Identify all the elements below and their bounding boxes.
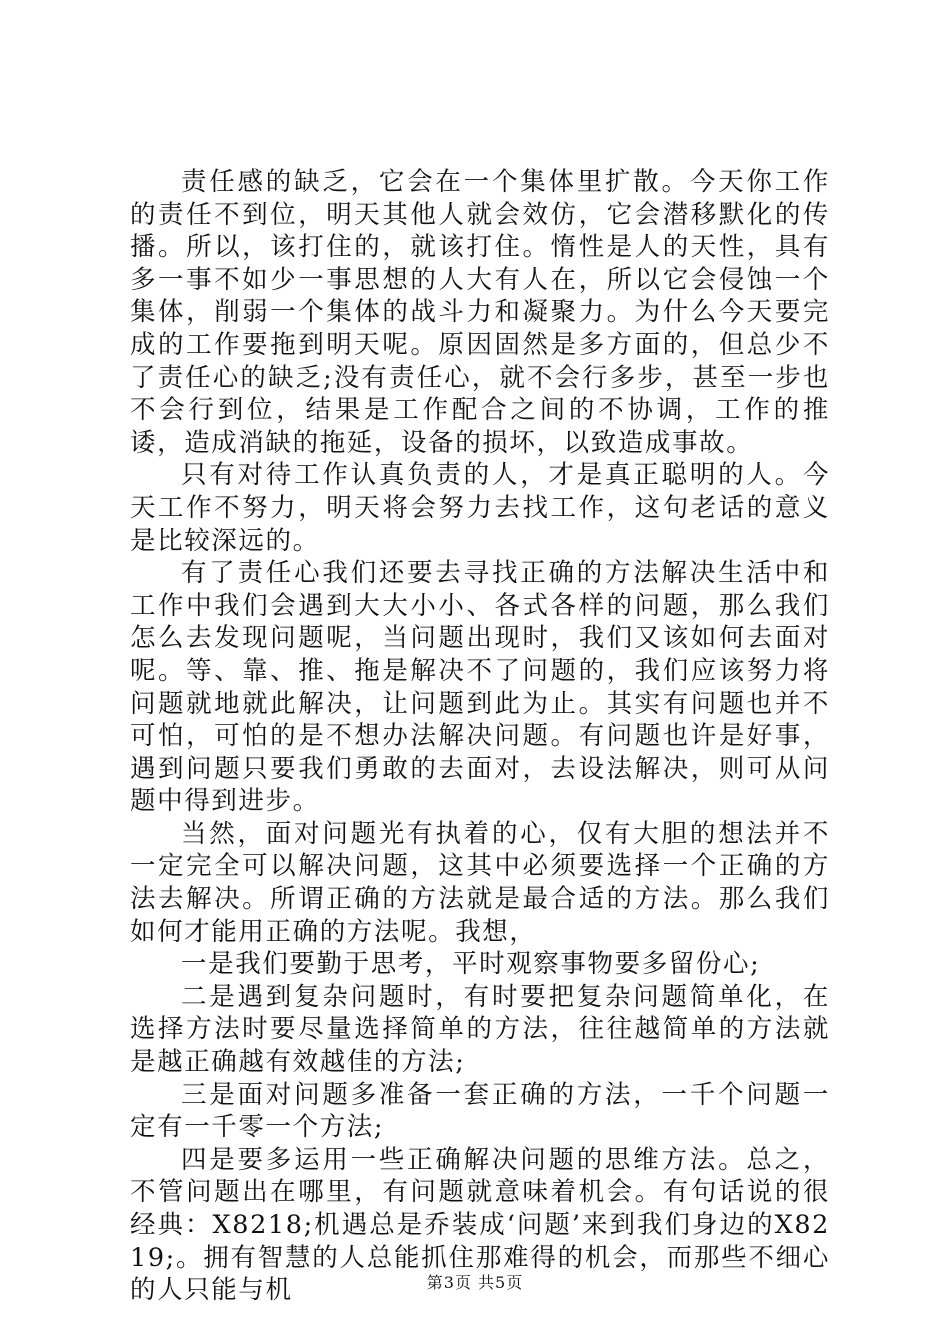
paragraph-point-one: 一是我们要勤于思考，平时观察事物要多留份心; bbox=[181, 949, 761, 980]
paragraph-careful-work: 只有对待工作认真负责的人，才是真正聪明的人。今天工作不努力，明天将会努力去找工作，这句老话的意义是比较深远的。 bbox=[130, 460, 830, 556]
paragraph-finding-methods: 有了责任心我们还要去寻找正确的方法解决生活中和工作中我们会遇到大大小小、各式各样的问题，那么我们怎么去发现问题呢，当问题出现时，我们又该如何去面对呢。等、靠、推、拖是解决不了问题的，我们应该努力将问题就地就此解决，让问题到此为止。其实有问题也并不可怕，可怕的是不想办法解决问题。有问题也许是好事，遇到问题只要我们勇敢的去面对，去设法解决，则可从问题中得到进步。 bbox=[130, 558, 830, 817]
paragraph-point-three: 三是面对问题多准备一套正确的方法，一千个问题一定有一千零一个方法; bbox=[130, 1079, 830, 1143]
document-body bbox=[130, 166, 830, 1307]
paragraph-choosing-method: 当然，面对问题光有执着的心，仅有大胆的想法并不一定完全可以解决问题，这其中必须要选择一个正确的方法去解决。所谓正确的方法就是最合适的方法。那么我们如何才能用正确的方法呢。我想， bbox=[130, 818, 830, 947]
paragraph-point-two: 二是遇到复杂问题时，有时要把复杂问题简单化，在选择方法时要尽量选择简单的方法，往往越简单的方法就是越正确越有效越佳的方法; bbox=[130, 981, 830, 1078]
page-number-footer: 第3页 共5页 bbox=[426, 1273, 524, 1292]
paragraph-point-four: 四是要多运用一些正确解决问题的思维方法。总之，不管问题出在哪里，有问题就意味着机会。有句话说的很经典：X8218;机遇总是乔装成‘问题’来到我们身边的X8219;。拥有智慧的人总能抓住那难得的机会，而那些不细心的人只能与机 bbox=[130, 1144, 830, 1306]
paragraph-responsibility: 责任感的缺乏，它会在一个集体里扩散。今天你工作的责任不到位，明天其他人就会效仿，它会潜移默化的传播。所以，该打住的，就该打住。惰性是人的天性，具有多一事不如少一事思想的人大有人在，所以它会侵蚀一个集体，削弱一个集体的战斗力和凝聚力。为什么今天要完成的工作要拖到明天呢。原因固然是多方面的，但总少不了责任心的缺乏;没有责任心，就不会行多步，甚至一步也不会行到位，结果是工作配合之间的不协调，工作的推诿，造成消缺的拖延，设备的损坏，以致造成事故。 bbox=[130, 167, 830, 458]
